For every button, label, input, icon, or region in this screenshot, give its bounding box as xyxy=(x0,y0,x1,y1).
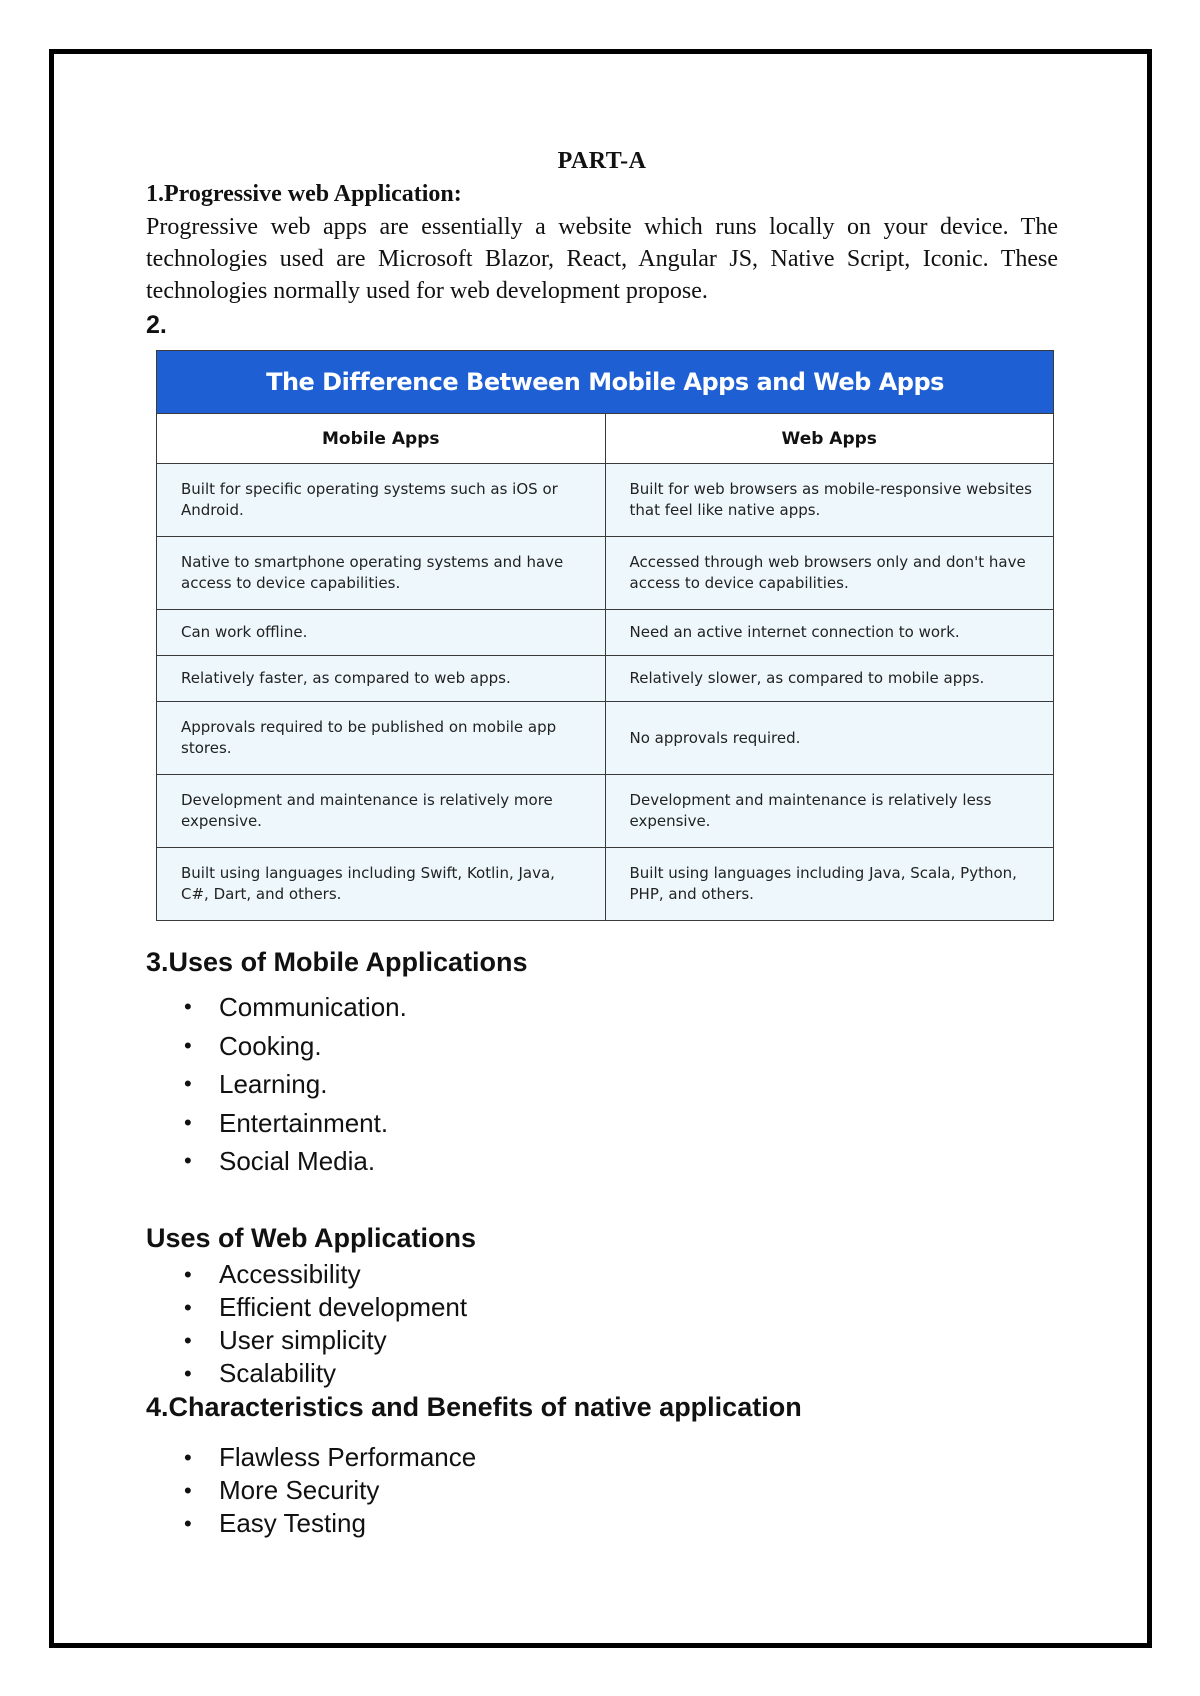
q3-heading: 3.Uses of Mobile Applications xyxy=(146,947,528,977)
table-row xyxy=(157,537,1054,610)
comparison-table xyxy=(156,350,1054,921)
q1-paragraph: Progressive web apps are essentially a website which runs locally on your device. The technologies used are Microsoft Blazor, React, Angular JS, Native Script, Iconic. These technologies normally used for web development propose. xyxy=(146,214,1058,304)
list-item: • Easy Testing xyxy=(184,1507,1058,1540)
part-title: PART-A xyxy=(557,148,647,174)
list-item: • Communication. xyxy=(184,988,1058,1027)
list-item: • Flawless Performance xyxy=(184,1441,1058,1474)
table-row xyxy=(157,610,1054,656)
q4-heading: 4.Characteristics and Benefits of native application xyxy=(146,1391,802,1422)
table-cell-mobile: Development and maintenance is relatively more expensive. xyxy=(157,775,606,848)
native-benefits-list xyxy=(146,1441,1058,1540)
web-uses-list xyxy=(146,1258,1058,1390)
table-cell-web: Relatively slower, as compared to mobile apps. xyxy=(605,656,1054,702)
table-cell-web: Built using languages including Java, Scala, Python, PHP, and others. xyxy=(605,848,1054,921)
table-row xyxy=(157,848,1054,921)
table-row xyxy=(157,464,1054,537)
table-cell-web: No approvals required. xyxy=(605,702,1054,775)
q2-label: 2. xyxy=(146,311,167,339)
table-cell-mobile: Approvals required to be published on mobile app stores. xyxy=(157,702,606,775)
table-cell-mobile: Built using languages including Swift, Kotlin, Java, C#, Dart, and others. xyxy=(157,848,606,921)
list-item: • Learning. xyxy=(184,1065,1058,1104)
table-row xyxy=(157,775,1054,848)
table-cell-web: Accessed through web browsers only and don't have access to device capabilities. xyxy=(605,537,1054,610)
list-item: • Accessibility xyxy=(184,1258,1058,1291)
document-content xyxy=(146,148,1058,1540)
web-uses-heading: Uses of Web Applications xyxy=(146,1222,477,1253)
table-row xyxy=(157,702,1054,775)
list-item: • Entertainment. xyxy=(184,1104,1058,1143)
list-item: • Efficient development xyxy=(184,1291,1058,1324)
table-cell-mobile: Relatively faster, as compared to web apps. xyxy=(157,656,606,702)
list-item: • Social Media. xyxy=(184,1142,1058,1181)
table-header-mobile: Mobile Apps xyxy=(157,414,606,464)
table-header-web: Web Apps xyxy=(605,414,1054,464)
table-row xyxy=(157,656,1054,702)
q1-heading: 1.Progressive web Application: xyxy=(146,181,462,207)
table-cell-mobile: Can work offline. xyxy=(157,610,606,656)
table-cell-web: Need an active internet connection to work. xyxy=(605,610,1054,656)
table-title: The Difference Between Mobile Apps and Web Apps xyxy=(157,351,1054,414)
mobile-uses-list xyxy=(146,988,1058,1181)
table-cell-mobile: Built for specific operating systems such as iOS or Android. xyxy=(157,464,606,537)
list-item: • More Security xyxy=(184,1474,1058,1507)
table-cell-web: Built for web browsers as mobile-responsive websites that feel like native apps. xyxy=(605,464,1054,537)
table-cell-web: Development and maintenance is relatively less expensive. xyxy=(605,775,1054,848)
list-item: • Cooking. xyxy=(184,1027,1058,1066)
list-item: • User simplicity xyxy=(184,1324,1058,1357)
table-cell-mobile: Native to smartphone operating systems and have access to device capabilities. xyxy=(157,537,606,610)
list-item: • Scalability xyxy=(184,1357,1058,1390)
